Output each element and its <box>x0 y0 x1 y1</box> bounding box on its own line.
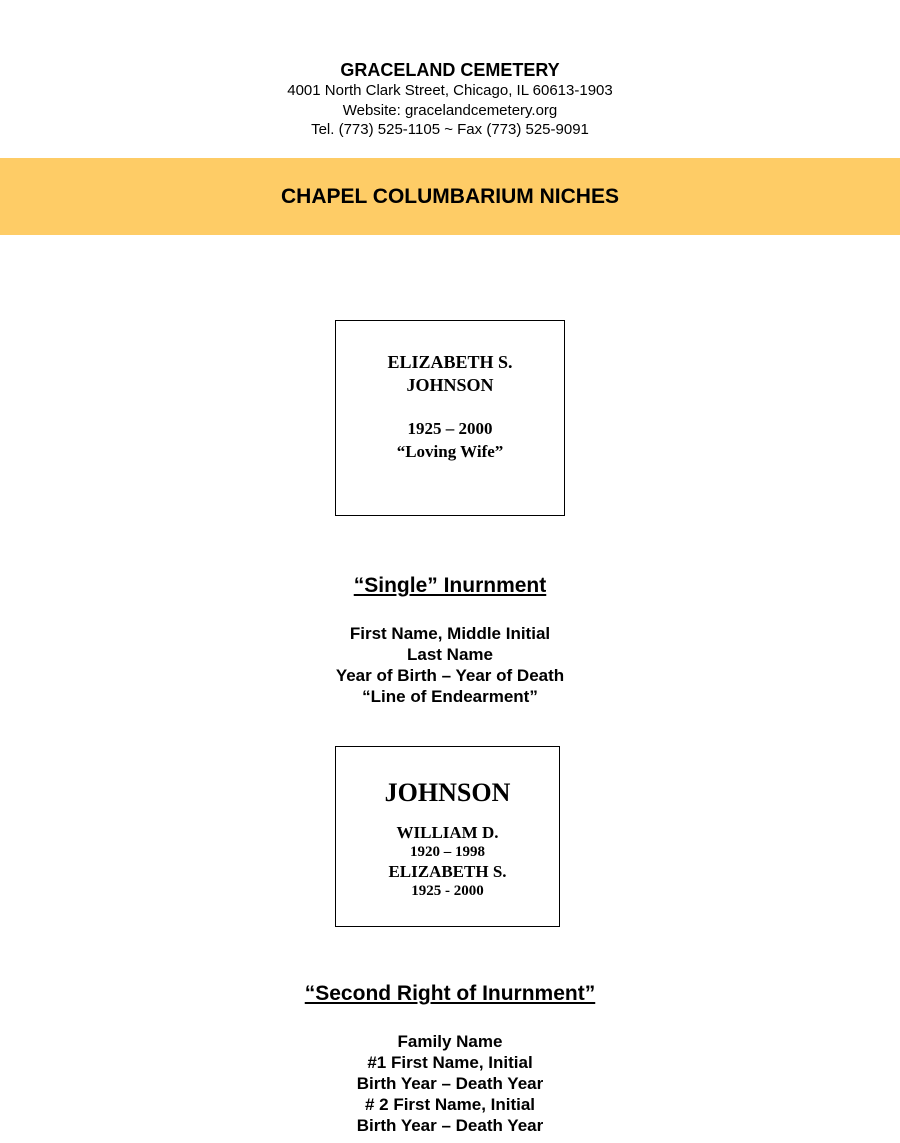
format-line: Year of Birth – Year of Death <box>335 666 565 685</box>
plaque-person1-years: 1920 – 1998 <box>410 844 485 860</box>
website-line: Website: gracelandcemetery.org <box>342 101 558 119</box>
format-line: Family Name <box>397 1032 503 1051</box>
format-line: “Line of Endearment” <box>362 687 538 706</box>
phone-fax-line: Tel. (773) 525-1105 ~ Fax (773) 525-9091 <box>311 121 589 138</box>
format-line: Birth Year – Death Year <box>356 1116 544 1135</box>
plaque-person2-name: ELIZABETH S. <box>388 862 507 881</box>
double-format-list <box>0 1031 900 1136</box>
format-line: Birth Year – Death Year <box>356 1074 544 1093</box>
second-right-title: “Second Right of Inurnment” <box>304 982 596 1005</box>
org-name: GRACELAND CEMETERY <box>340 60 560 80</box>
plaque-last-name: JOHNSON <box>406 375 494 395</box>
title-banner <box>0 158 900 235</box>
plaque-endearment: “Loving Wife” <box>396 442 504 461</box>
format-line: Last Name <box>407 645 493 664</box>
address-line: 4001 North Clark Street, Chicago, IL 60613-1903 <box>287 82 613 99</box>
plaque-person2-years: 1925 - 2000 <box>411 883 484 899</box>
format-line: First Name, Middle Initial <box>349 624 551 643</box>
banner-title: CHAPEL COLUMBARIUM NICHES <box>281 184 619 208</box>
plaque-person1-name: WILLIAM D. <box>396 823 499 842</box>
single-niche-plaque <box>335 320 565 516</box>
format-line: # 2 First Name, Initial <box>364 1095 536 1114</box>
plaque-family-name: JOHNSON <box>384 778 511 807</box>
single-format-list <box>0 623 900 707</box>
single-inurnment-title: “Single” Inurnment <box>353 574 547 597</box>
double-niche-plaque <box>335 746 560 927</box>
plaque-years: 1925 – 2000 <box>407 419 493 438</box>
format-line: #1 First Name, Initial <box>367 1053 533 1072</box>
cemetery-header <box>0 59 900 140</box>
plaque-first-name: ELIZABETH S. <box>387 352 513 372</box>
